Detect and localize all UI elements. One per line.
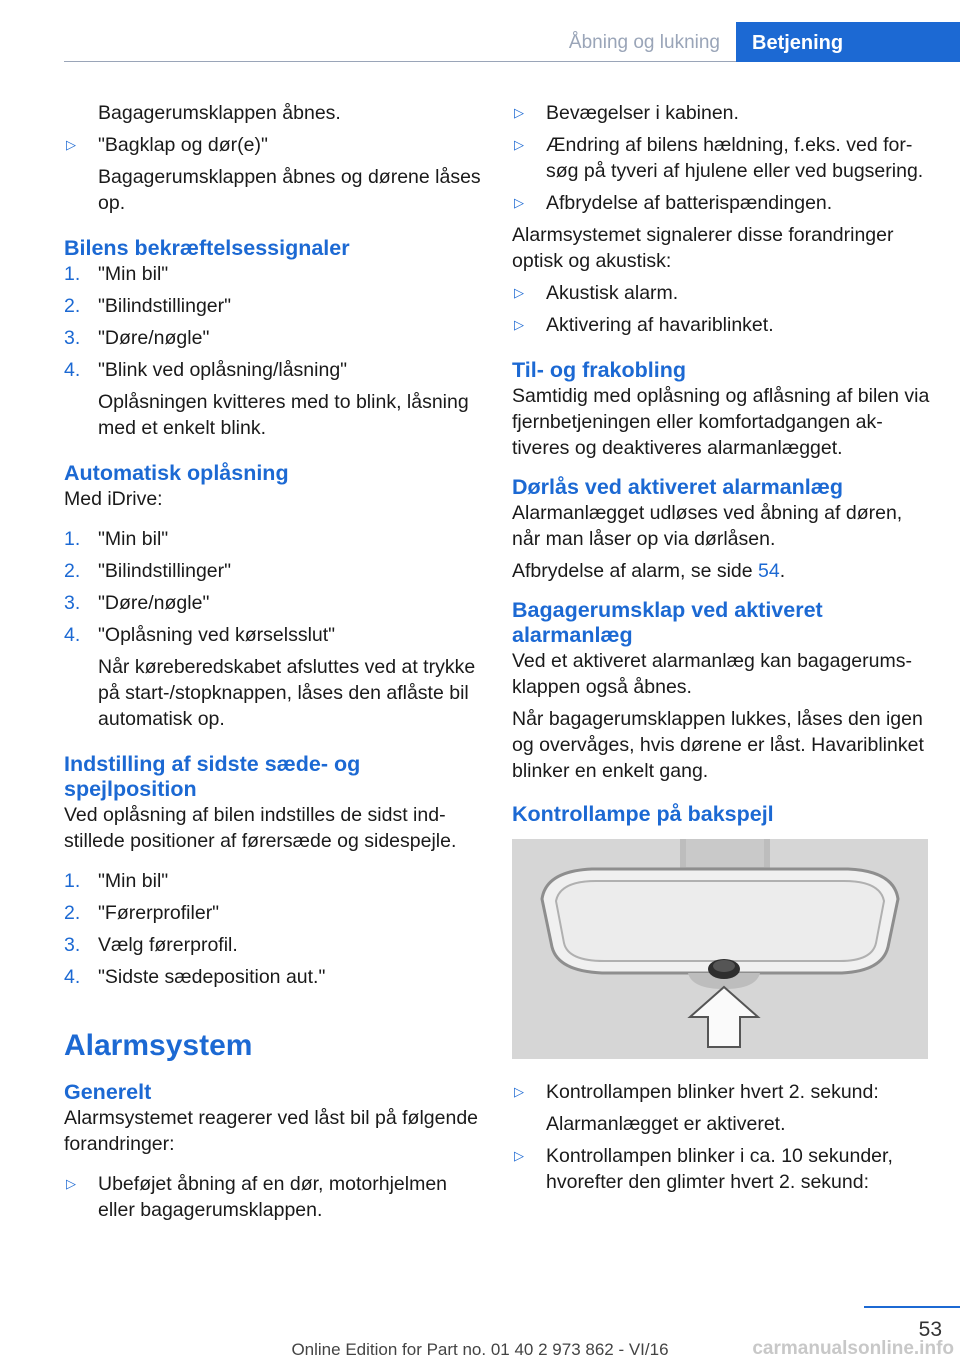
bullet-item: ▷ Kontrollampen blinker hvert 2. sekund: [514,1081,879,1103]
bullet-item: ▷ Bevægelser i kabinen. [514,102,739,124]
page-link[interactable]: 54 [758,560,780,582]
section-heading: Bilens bekræftelsessignaler [64,236,350,260]
step-item: 1. "Min bil" [64,528,169,550]
triangle-bullet-icon: ▷ [514,195,524,210]
left-column [64,100,484,1229]
paragraph: Når køreberedskabet afsluttes ved at trykke på start-/stopknappen, låses den aflåste bil automatisk op. [98,656,476,730]
triangle-bullet-icon: ▷ [514,1084,524,1099]
header-section: Åbning og lukning [568,32,720,53]
section-heading: Kontrollampe på bakspejl [512,802,774,826]
paragraph: Bagagerumsklappen åbnes. [98,102,341,124]
step-item: 1. "Min bil" [64,870,169,892]
step-item: 4. "Oplåsning ved kørselsslut" [64,624,336,646]
paragraph: Når bagagerumsklappen lukkes, låses den igen og overvåges, hvis dørene er låst. Havariblinket blinker en enkelt gang. [512,708,924,782]
watermark: carmanualsonline.info [752,1338,954,1359]
paragraph: Samtidig med oplåsning og aflåsning af bilen via fjernbetjeningen eller komfortadgangen aktiveres og deaktiveres alarmanlægget. [512,385,930,459]
footer-edition: Online Edition for Part no. 01 40 2 973 862 - VI/16 [291,1340,669,1359]
step-item: 4. "Sidste sædeposition aut." [64,966,326,988]
section-heading: Automatisk oplåsning [64,461,289,485]
section-heading: Bagagerumsklap ved aktiveret alarmanlæg [512,598,823,647]
paragraph: Alarmanlægget er aktiveret. [546,1113,786,1135]
header-tab: Betjening [736,22,960,62]
section-heading: Dørlås ved aktiveret alarmanlæg [512,475,844,499]
rearview-mirror-image [512,839,928,1059]
triangle-bullet-icon: ▷ [66,137,76,152]
triangle-bullet-icon: ▷ [66,1176,76,1191]
step-item: 4. "Blink ved oplåsning/låsning" [64,359,348,381]
paragraph: Alarmsystemet reagerer ved låst bil på følgende forandringer: [64,1107,479,1155]
section-heading: Generelt [64,1080,152,1104]
page-number: 53 [918,1318,942,1341]
step-item: 2. "Førerprofiler" [64,902,220,924]
step-item: 2. "Bilindstillinger" [64,295,232,317]
triangle-bullet-icon: ▷ [514,137,524,152]
triangle-bullet-icon: ▷ [514,317,524,332]
bullet-item: ▷ Ubeføjet åbning af en dør, motorhjelmen eller bagagerumsklappen. [66,1173,448,1221]
right-column [512,100,932,1201]
bullet-item: ▷ Ændring af bilens hældning, f.eks. ved forsøg på tyveri af hjulene eller ved bugsering. [514,134,924,182]
step-item: 1. "Min bil" [64,263,169,285]
step-item: 3. "Døre/nøgle" [64,592,210,614]
triangle-bullet-icon: ▷ [514,285,524,300]
step-item: 2. "Bilindstillinger" [64,560,232,582]
paragraph: Alarmanlægget udløses ved åbning af døren, når man låser op via dørlåsen. [512,502,903,550]
step-item: 3. "Døre/nøgle" [64,327,210,349]
triangle-bullet-icon: ▷ [514,105,524,120]
triangle-bullet-icon: ▷ [514,1148,524,1163]
bullet-item: ▷ Afbrydelse af batterispændingen. [514,192,833,214]
footer-rule [864,1306,960,1308]
section-heading: Indstilling af sidste sæde- og spejlposition [64,752,361,801]
paragraph: Alarmsystemet signalerer disse forandringer optisk og akustisk: [512,224,894,272]
chapter-heading: Alarmsystem [64,1029,253,1062]
bullet-item: ▷ Aktivering af havariblinket. [514,314,774,336]
bullet-item: ▷ Akustisk alarm. [514,282,679,304]
mirror-illustration [512,839,928,1059]
paragraph: Oplåsningen kvitteres med to blink, låsning med et enkelt blink. [98,391,469,439]
paragraph: Ved oplåsning af bilen indstilles de sidst indstillede positioner af førersæde og sidespejle. [64,804,457,852]
bullet-item: ▷ "Bagklap og dør(e)" [66,134,268,156]
bullet-item: ▷ Kontrollampen blinker i ca. 10 sekunder, hvorefter den glimter hvert 2. sekund: [514,1145,893,1193]
section-heading: Til- og frakobling [512,358,686,382]
paragraph: Afbrydelse af alarm, se side 54. [512,560,786,582]
paragraph: Bagagerumsklappen åbnes og dørene låses op. [98,166,481,214]
paragraph: Ved et aktiveret alarmanlæg kan bagagerumsklappen også åbnes. [512,650,912,698]
step-item: 3. Vælg førerprofil. [64,934,238,956]
paragraph: Med iDrive: [64,488,163,510]
